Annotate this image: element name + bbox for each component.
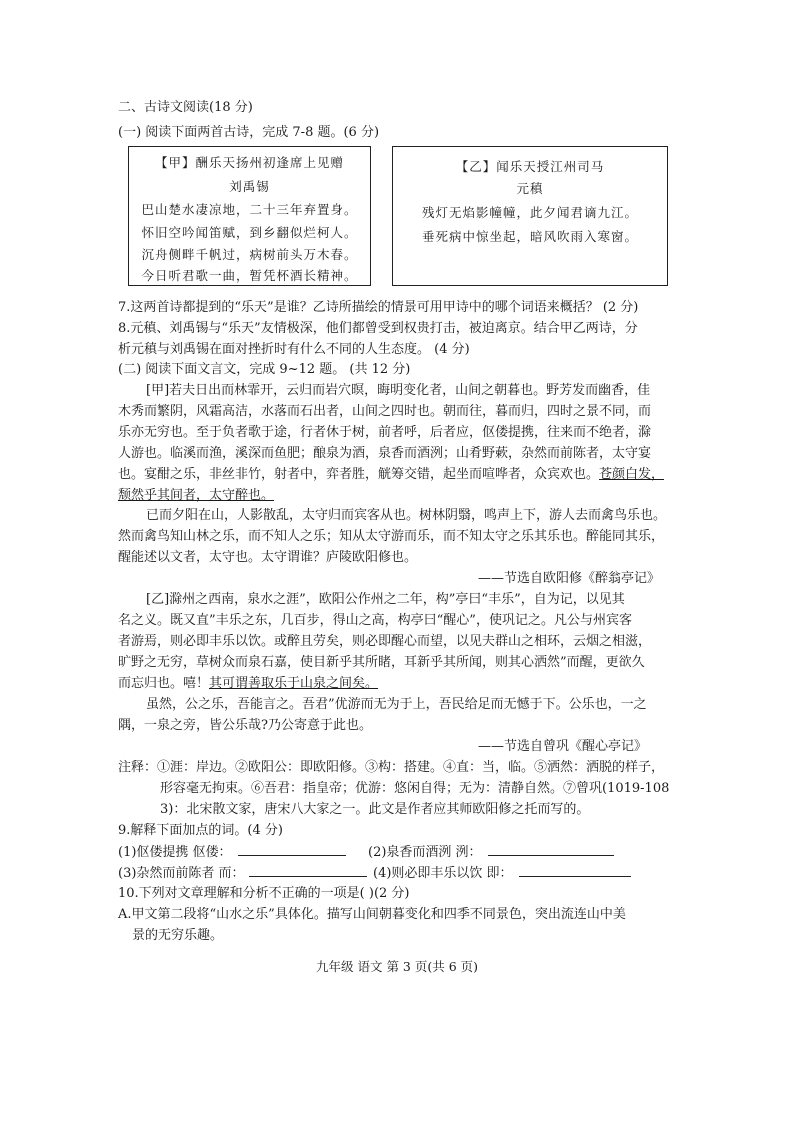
q9-item-4 bbox=[373, 864, 631, 883]
text-jia-line: 醒能述以文者，太守也。太守谓谁？庐陵欧阳修也。 bbox=[118, 550, 418, 565]
text-jia-line bbox=[118, 466, 664, 484]
notes-line: 3)：北宋散文家，唐宋八大家之一。此文是作者应其师欧阳修之托而写的。 bbox=[160, 802, 590, 817]
q9-item-label: (1)伛偻提携 伛偻： bbox=[118, 845, 232, 860]
text-yi-line: 隅，一泉之旁，皆公乐哉?乃公寄意于此也。 bbox=[118, 718, 372, 733]
source-citation: ——节选自曾巩《醒心亭记》 bbox=[478, 739, 648, 754]
page-footer: 九年级 语文 第 3 页(共 6 页) bbox=[316, 959, 478, 974]
text-jia-line: 人游也。临溪而渔，溪深而鱼肥；酿泉为酒，泉香而酒洌；山肴野蔌，杂然而前陈者，太守宴 bbox=[118, 446, 652, 461]
q9-item-label: (4)则必即丰乐以饮 即： bbox=[373, 866, 513, 881]
q10-option-a-line: A.甲文第二段将“山水之乐”具体化。描写山间朝暮变化和四季不同景色，突出流连山中美 bbox=[118, 907, 626, 922]
q9-item-label: (3)杂然而前陈者 而： bbox=[118, 866, 245, 881]
q9-item-1 bbox=[118, 843, 346, 862]
poem-jia-line: 沉舟侧畔千帆过，病树前头万木春。 bbox=[141, 247, 358, 262]
question-8-line: 析元稹与刘禹锡在面对挫折时有什么不同的人生态度。 (4 分) bbox=[118, 342, 470, 357]
part2-instruction: (二) 阅读下面文言文，完成 9~12 题。 (共 12 分) bbox=[118, 362, 411, 377]
poem-yi-line: 垂死病中惊坐起，暗风吹雨入寒窗。 bbox=[421, 229, 638, 244]
part1-instruction: (一) 阅读下面两首古诗，完成 7-8 题。(6 分) bbox=[118, 125, 380, 140]
text-yi-line: 虽然，公之乐，吾能言之。吾君”优游而无为于上，吾民给足而无憾于下。公乐也，一之 bbox=[146, 697, 647, 712]
text-yi-line: 名之义。既又直”丰乐之东，几百步，得山之高，构亭曰“醒心”，使巩记之。凡公与州宾客 bbox=[118, 613, 632, 628]
question-9: 9.解释下面加点的词。(4 分) bbox=[118, 823, 283, 838]
underlined-sentence: 颓然乎其间者，太守醉也。 bbox=[118, 488, 275, 503]
question-8-line: 8.元稹、刘禹锡与“乐天”友情极深，他们都曾受到权贵打击，被迫离京。结合甲乙两诗，分 bbox=[118, 321, 638, 336]
text-yi-segment: 而忘归也。嘻！ bbox=[118, 676, 210, 691]
poem-jia-line: 怀旧空吟闻笛赋，到乡翻似烂柯人。 bbox=[141, 225, 358, 240]
text-jia-line: 然而禽鸟知山林之乐，而不知人之乐；知从太守游而乐，而不知太守之乐其乐也。醉能同其乐， bbox=[118, 529, 665, 544]
question-10: 10.下列对文章理解和分析不正确的一项是( )(2 分) bbox=[118, 886, 410, 901]
answer-blank[interactable] bbox=[488, 843, 614, 856]
poem-yi-author: 元稹 bbox=[516, 181, 544, 196]
q9-item-2 bbox=[368, 843, 614, 862]
poem-jia-author: 刘禹锡 bbox=[229, 179, 270, 194]
poem-yi-box bbox=[392, 146, 668, 286]
text-jia-line: 已而夕阳在山，人影散乱，太守归而宾客从也。树林阴翳，鸣声上下，游人去而禽鸟乐也。 bbox=[146, 508, 667, 523]
text-jia-line: [甲]若夫日出而林霏开，云归而岩穴暝，晦明变化者，山间之朝暮也。野芳发而幽香，佳 bbox=[146, 383, 651, 398]
question-7: 7.这两首诗都提到的“乐天”是谁？乙诗所描绘的情景可用甲诗中的哪个词语来概括？ (2 分) bbox=[118, 300, 639, 315]
text-yi-line: 者游焉，则必即丰乐以饮。或醉且劳矣，则必即醒心而望，以见夫群山之相环，云烟之相滋， bbox=[118, 634, 652, 649]
answer-blank[interactable] bbox=[249, 864, 367, 877]
text-yi-line: 旷野之无穷，草树众而泉石嘉，使目新乎其所睹，耳新乎其所闻，则其心洒然”而醒，更欲久 bbox=[118, 655, 645, 670]
underlined-sentence: 苍颜白发， bbox=[599, 467, 665, 482]
poem-jia-line: 巴山楚水凄凉地，二十三年弃置身。 bbox=[141, 202, 358, 217]
notes-line: 注释：①涯：岸边。②欧阳公：即欧阳修。③构：搭建。④直：当，临。⑤洒然：洒脱的样子， bbox=[118, 760, 665, 775]
answer-blank[interactable] bbox=[519, 864, 631, 877]
poem-jia-title: 【甲】酬乐天扬州初逢席上见赠 bbox=[154, 155, 344, 170]
underlined-sentence: 其可谓善取乐于山泉之间矣。 bbox=[209, 676, 379, 691]
poem-yi-line: 残灯无焰影幢幢，此夕闻君谪九江。 bbox=[421, 205, 638, 220]
q9-item-3 bbox=[118, 864, 367, 883]
poem-jia-line: 今日听君歌一曲，暂凭杯酒长精神。 bbox=[141, 268, 358, 283]
text-yi-line bbox=[118, 675, 378, 693]
text-yi-line: [乙]滁州之西南，泉水之涯”，欧阳公作州之二年，构”亭曰“丰乐”，自为记，以见其 bbox=[146, 592, 625, 607]
q9-item-label: (2)泉香而酒洌 洌： bbox=[368, 845, 482, 860]
text-jia-segment: 也。宴酣之乐，非丝非竹，射者中，弈者胜，觥筹交错，起坐而喧哗者，众宾欢也。 bbox=[118, 467, 600, 482]
notes-line: 形容毫无拘束。⑥吾君：指皇帝；优游：悠闲自得；无为：清静自然。⑦曾巩(1019-108 bbox=[160, 781, 670, 796]
poem-yi-title: 【乙】闻乐天授江州司马 bbox=[455, 159, 605, 174]
poem-jia-box bbox=[128, 146, 371, 286]
text-jia-line: 木秀而繁阴，风霜高洁，水落而石出者，山间之四时也。朝而往，暮而归，四时之景不同，而 bbox=[118, 404, 652, 419]
source-citation: ——节选自欧阳修《醉翁亭记》 bbox=[478, 571, 661, 586]
answer-blank[interactable] bbox=[238, 843, 346, 856]
text-jia-line: 乐亦无穷也。至于负者歌于途，行者休于树，前者呼，后者应，伛偻提携，往来而不绝者，滁 bbox=[118, 425, 652, 440]
section-title: 二、古诗文阅读(18 分) bbox=[118, 100, 253, 115]
q10-option-a-line: 景的无穷乐趣。 bbox=[132, 928, 224, 943]
